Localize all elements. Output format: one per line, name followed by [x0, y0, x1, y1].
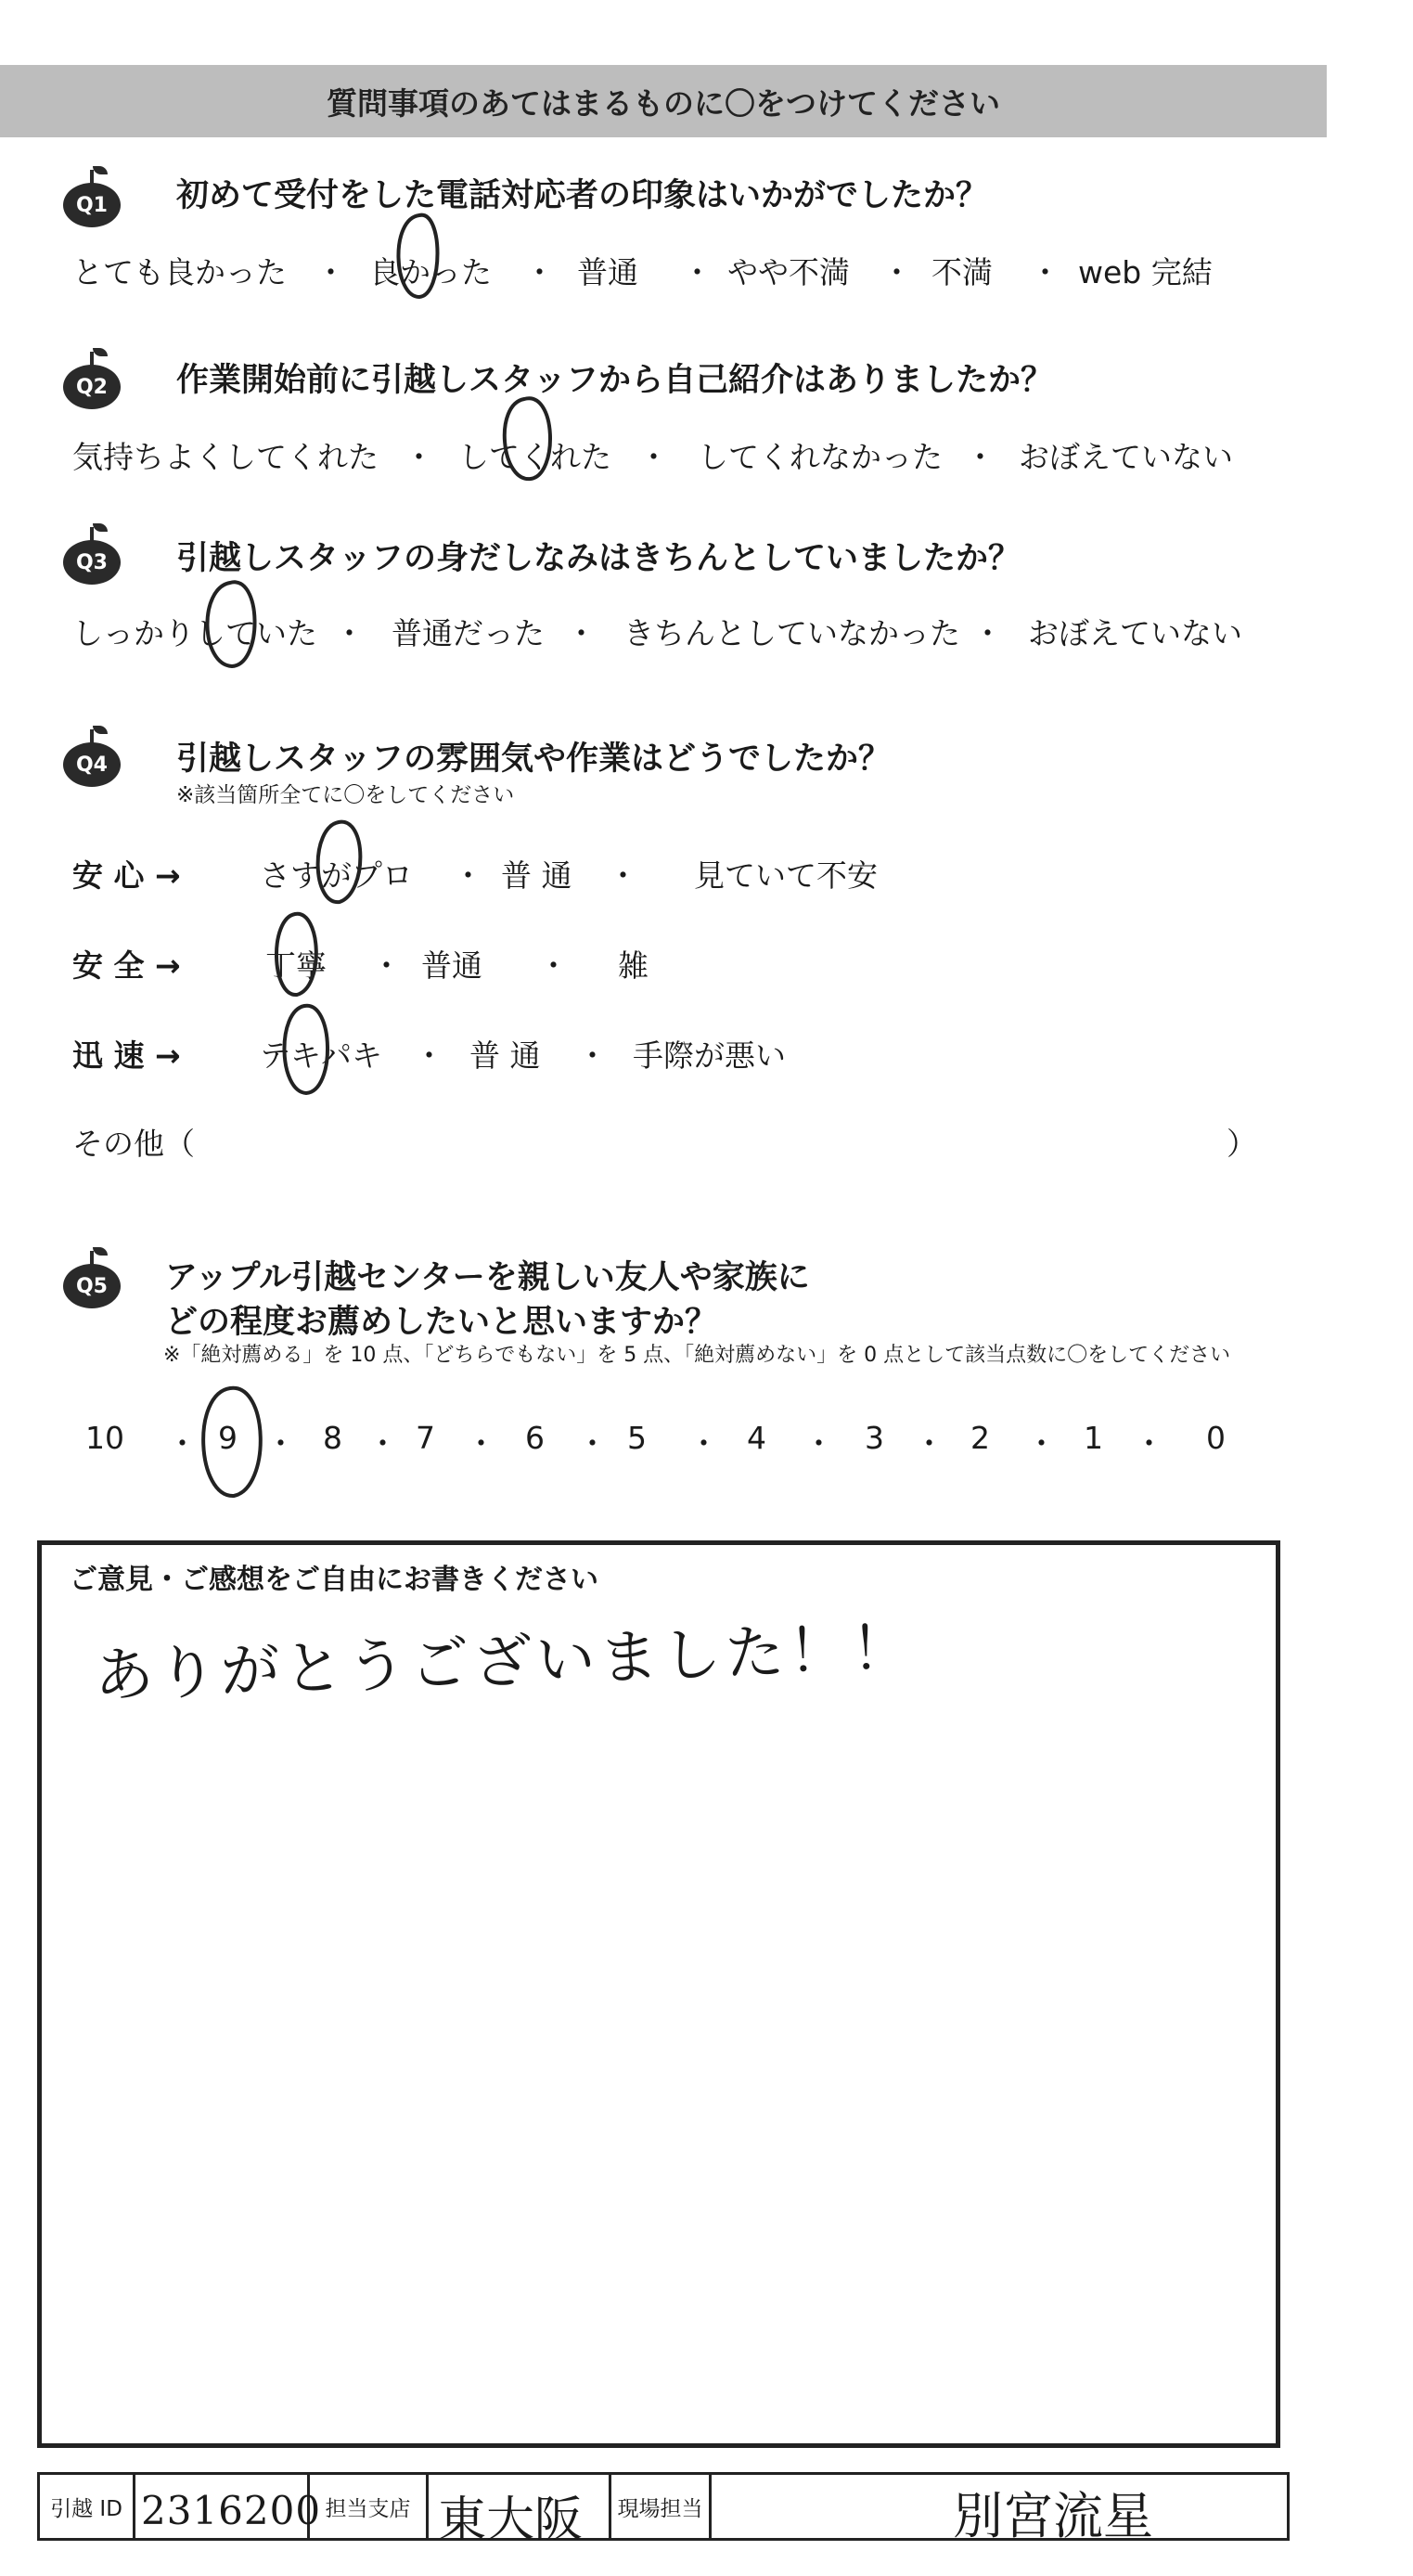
q2-option[interactable]: おぼえていない: [1019, 439, 1233, 475]
q5-sep: ・: [265, 1425, 296, 1462]
q5-score[interactable]: 1: [1084, 1420, 1103, 1456]
branch-value: 東大阪: [438, 2492, 584, 2548]
q1-option[interactable]: 良かった: [369, 254, 492, 290]
q5-score[interactable]: 6: [525, 1420, 545, 1456]
comment-title: ご意見・ご感想をご自由にお書きください: [70, 1564, 598, 1596]
q5-score[interactable]: 5: [627, 1420, 647, 1456]
q1-sep: ・: [1030, 254, 1060, 290]
q4-sep: ・: [577, 1037, 608, 1074]
q4-badge: Q4: [63, 742, 121, 787]
id-value: 2316200: [141, 2488, 322, 2533]
branch-label: 担当支店: [310, 2475, 429, 2538]
q5-score[interactable]: 4: [747, 1420, 766, 1456]
q4-row-label: 迅 速 →: [72, 1037, 181, 1074]
q1-option[interactable]: web 完結: [1078, 254, 1213, 290]
q5-score[interactable]: 3: [865, 1420, 884, 1456]
footer-table: [37, 2472, 1290, 2548]
q5-sep: ・: [914, 1425, 944, 1462]
comment-box[interactable]: [37, 1540, 1280, 2448]
q5-sep: ・: [367, 1425, 398, 1462]
q3-option[interactable]: おぼえていない: [1028, 615, 1242, 651]
q1-sep: ・: [682, 254, 713, 290]
q4-option[interactable]: 見ていて不安: [694, 857, 878, 894]
q5-score[interactable]: 7: [416, 1420, 435, 1456]
q4-other-close: ）: [1227, 1126, 1257, 1162]
q4-note: ※該当箇所全てに〇をしてください: [176, 783, 515, 807]
q2-option[interactable]: してくれなかった: [698, 439, 943, 475]
q2-sep: ・: [965, 439, 996, 475]
q5-note: ※「絶対薦める」を 10 点、「どちらでもない」を 5 点、「絶対薦めない」を 0 点として該当点数に〇をしてください: [163, 1344, 1231, 1367]
q4-option[interactable]: 手際が悪い: [633, 1037, 786, 1074]
q5-sep: ・: [1134, 1425, 1164, 1462]
q1-option[interactable]: 普通: [577, 254, 638, 290]
q3-badge: Q3: [63, 540, 121, 585]
q2-option[interactable]: 気持ちよくしてくれた: [72, 439, 379, 475]
q4-option[interactable]: 普 通: [469, 1037, 541, 1074]
q2-option[interactable]: してくれた: [458, 439, 611, 475]
q5-score[interactable]: 9: [218, 1420, 238, 1456]
q2-sep: ・: [404, 439, 434, 475]
q4-other-open: その他（: [72, 1126, 195, 1162]
q5-score[interactable]: 2: [970, 1420, 990, 1456]
q4-sep: ・: [414, 1037, 444, 1074]
branch-cell[interactable]: [429, 2475, 611, 2548]
q3-sep: ・: [334, 615, 365, 651]
q4-title: 引越しスタッフの雰囲気や作業はどうでしたか？: [176, 741, 892, 778]
q3-sep: ・: [972, 615, 1003, 651]
staff-label: 現場担当: [611, 2475, 712, 2538]
q5-score[interactable]: 8: [323, 1420, 342, 1456]
q3-title: 引越しスタッフの身だしなみはきちんとしていましたか？: [176, 540, 1021, 577]
q5-sep: ・: [1026, 1425, 1057, 1462]
q1-option[interactable]: 不満: [931, 254, 993, 290]
q2-title: 作業開始前に引越しスタッフから自己紹介はありましたか？: [176, 362, 1054, 399]
q2-badge: Q2: [63, 365, 121, 409]
q1-option[interactable]: やや不満: [727, 254, 850, 290]
staff-value: 別宮流星: [953, 2487, 1153, 2545]
q3-option[interactable]: 普通だった: [392, 615, 545, 651]
q1-sep: ・: [315, 254, 346, 290]
q5-sep: ・: [466, 1425, 496, 1462]
q5-sep: ・: [688, 1425, 719, 1462]
form-header: 質問事項のあてはまるものに〇をつけてください: [0, 65, 1327, 137]
q1-badge: Q1: [63, 183, 121, 227]
q4-option[interactable]: 丁寧: [265, 947, 327, 984]
q4-sep: ・: [371, 947, 402, 984]
q4-sep: ・: [538, 947, 569, 984]
q4-option[interactable]: さすがプロ: [260, 857, 413, 894]
q4-option[interactable]: 普 通: [501, 857, 572, 894]
staff-cell[interactable]: [712, 2475, 1287, 2545]
q3-option[interactable]: しっかりしていた: [72, 615, 317, 651]
q1-title: 初めて受付をした電話対応者の印象はいかがでしたか？: [176, 177, 989, 214]
comment-handwritten: ありがとうございました！！: [93, 1614, 916, 1711]
q5-score[interactable]: 10: [85, 1420, 124, 1456]
q1-option[interactable]: とても良かった: [72, 254, 287, 290]
q4-sep: ・: [608, 857, 638, 894]
q4-other-field[interactable]: [209, 1118, 1220, 1157]
q5-title-line1: アップル引越センターを親しい友人や家族に: [165, 1259, 810, 1296]
q5-sep: ・: [803, 1425, 834, 1462]
q5-sep: ・: [167, 1425, 198, 1462]
q3-sep: ・: [566, 615, 597, 651]
q5-title-line2: どの程度お薦めしたいと思いますか？: [165, 1304, 718, 1341]
id-cell[interactable]: [135, 2475, 322, 2538]
q1-sep: ・: [881, 254, 912, 290]
q5-sep: ・: [577, 1425, 608, 1462]
q4-option[interactable]: 普通: [421, 947, 482, 984]
q5-score[interactable]: 0: [1206, 1420, 1226, 1456]
q3-option[interactable]: きちんとしていなかった: [623, 615, 960, 651]
q4-sep: ・: [453, 857, 483, 894]
q1-sep: ・: [524, 254, 555, 290]
q4-row-label: 安 心 →: [72, 857, 181, 894]
q2-sep: ・: [638, 439, 669, 475]
q4-option[interactable]: テキパキ: [260, 1037, 382, 1074]
id-label: 引越 ID: [40, 2475, 135, 2538]
q4-option[interactable]: 雑: [618, 947, 649, 984]
q4-row-label: 安 全 →: [72, 947, 181, 984]
q5-badge: Q5: [63, 1264, 121, 1308]
